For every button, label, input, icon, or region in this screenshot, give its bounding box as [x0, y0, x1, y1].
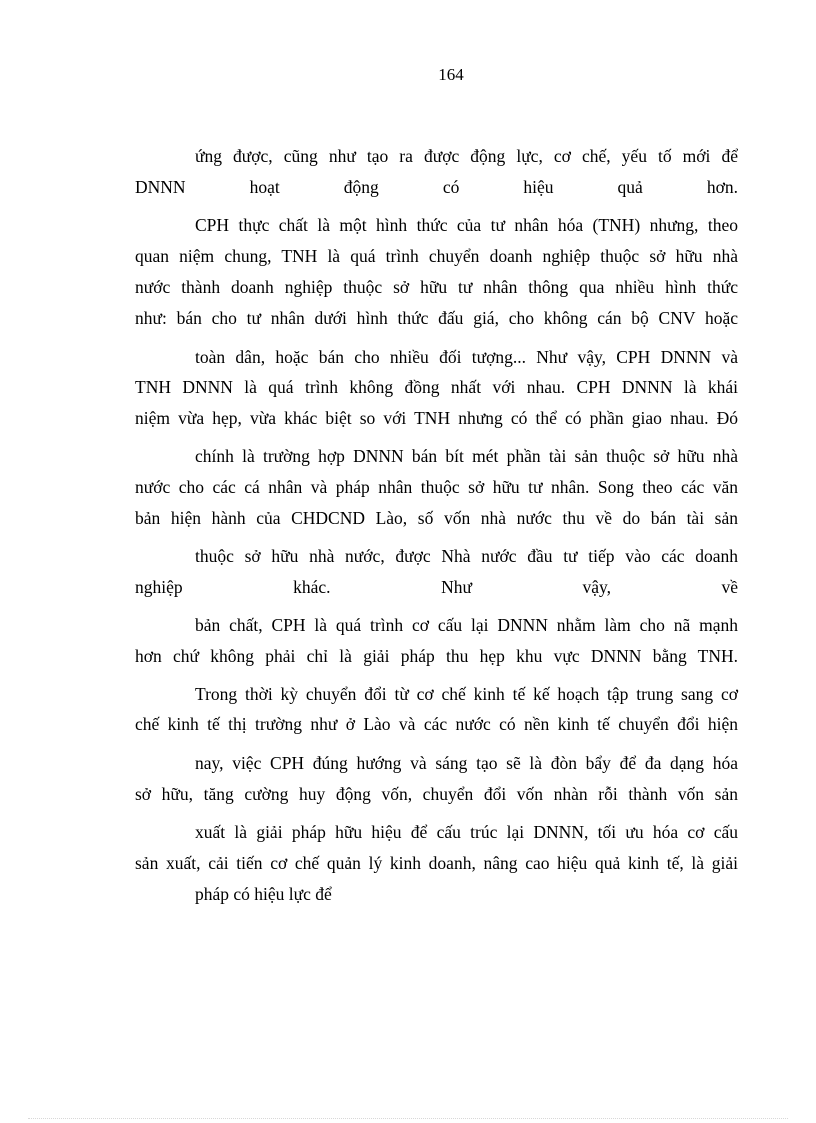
- text-line: TNH DNNN là quá trình không đồng nhất với nhau. CPH DNNN là khái: [135, 377, 738, 397]
- text-line: sản xuất, cải tiến cơ chế quản lý kinh doanh, nâng cao hiệu quả kinh tế, là giải: [135, 853, 738, 873]
- text-line: CPH thực chất là một hình thức của tư nhân hóa (TNH) nhưng, theo: [195, 215, 738, 235]
- text-line: quan niệm chung, TNH là quá trình chuyển doanh nghiệp thuộc sở hữu nhà: [135, 246, 738, 266]
- text-line: Trong thời kỳ chuyển đổi từ cơ chế kinh tế kế hoạch tập trung sang cơ: [195, 684, 738, 704]
- text-line: chế kinh tế thị trường như ở Lào và các nước có nền kinh tế chuyển đổi hiện: [135, 714, 738, 734]
- text-line: hơn chứ không phải chỉ là giải pháp thu hẹp khu vực DNNN bằng TNH.: [135, 646, 738, 666]
- text-line: bản hiện hành của CHDCND Lào, số vốn nhà nước thu về do bán tài sản: [135, 508, 738, 528]
- text-line: như: bán cho tư nhân dưới hình thức đấu giá, cho không cán bộ CNV hoặc: [135, 308, 738, 328]
- text-line: nước thành doanh nghiệp thuộc sở hữu tư nhân thông qua nhiều hình thức: [135, 277, 738, 297]
- text-line: pháp có hiệu lực để: [195, 884, 332, 904]
- text-line: xuất là giải pháp hữu hiệu để cấu trúc lại DNNN, tối ưu hóa cơ cấu: [195, 822, 738, 842]
- page-bottom-divider: [28, 1118, 788, 1119]
- text-line: nay, việc CPH đúng hướng và sáng tạo sẽ là đòn bẩy để đa dạng hóa: [195, 753, 738, 773]
- text-line: thuộc sở hữu nhà nước, được Nhà nước đầu tư tiếp vào các doanh: [195, 546, 738, 566]
- text-line: nghiệp khác. Như vậy, về: [135, 577, 738, 597]
- text-line: chính là trường hợp DNNN bán bít mét phần tài sản thuộc sở hữu nhà: [195, 446, 738, 466]
- text-line: nước cho các cá nhân và pháp nhân thuộc sở hữu tư nhân. Song theo các văn: [135, 477, 738, 497]
- text-line: sở hữu, tăng cường huy động vốn, chuyển đổi vốn nhàn rỗi thành vốn sản: [135, 784, 738, 804]
- page-number: 164: [438, 65, 464, 84]
- text-line: niệm vừa hẹp, vừa khác biệt so với TNH nhưng có thể có phần giao nhau. Đó: [135, 408, 738, 428]
- text-line: DNNN hoạt động có hiệu quả hơn.: [135, 177, 738, 197]
- text-line: toàn dân, hoặc bán cho nhiều đối tượng... Như vậy, CPH DNNN và: [195, 347, 738, 367]
- text-line: ứng được, cũng như tạo ra được động lực, cơ chế, yếu tố mới để: [195, 146, 738, 166]
- text-line: bản chất, CPH là quá trình cơ cấu lại DNNN nhằm làm cho nã mạnh: [195, 615, 738, 635]
